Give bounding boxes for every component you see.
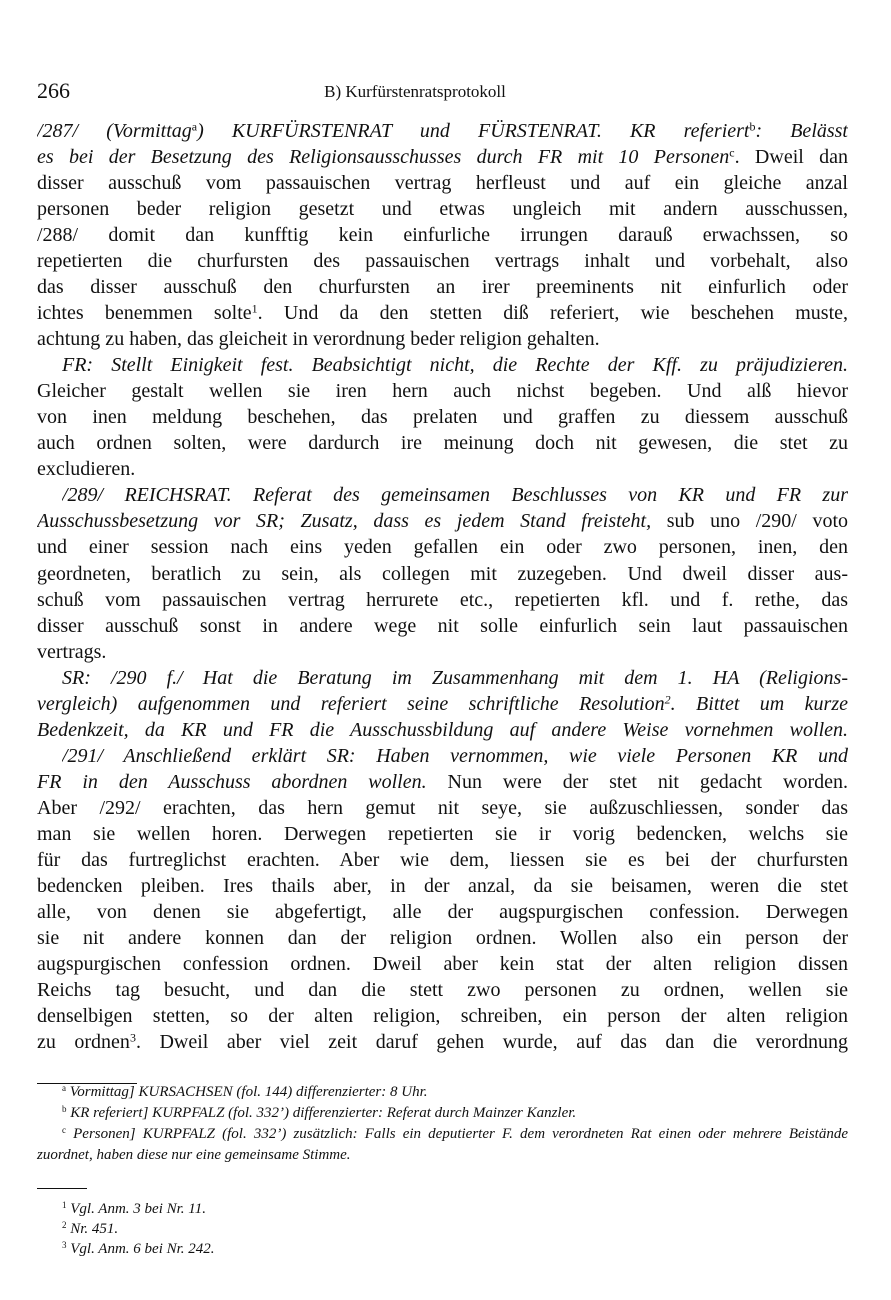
footnote-mark: 1 <box>62 1200 67 1211</box>
footnote-mark: c <box>62 1125 66 1136</box>
text: achtung zu haben, das gleicheit in verordnung beder religion gehalten. <box>37 328 600 351</box>
text-line <box>37 274 848 300</box>
text: sub uno /290/ voto <box>651 510 848 533</box>
footnote-text: Vgl. Anm. 6 bei Nr. 242. <box>70 1241 215 1257</box>
footnote-reference[interactable]: c <box>729 145 735 160</box>
text-line <box>37 118 848 144</box>
footnote-text: Personen] KURPFALZ (fol. 332’) zusätzlich: Falls ein deputierter F. dem verordneten Rat einen oder mehrere Beistände zuordnet, haben diese nur eine gemeinsame Stimme. <box>37 1126 849 1163</box>
text-line <box>37 456 848 482</box>
text-line <box>37 300 848 326</box>
text: für das furtreglichst erachten. Aber wie dem, liessen sie es bei der churfursten <box>37 848 848 871</box>
text-line <box>37 1029 848 1055</box>
footnote-text: KR referiert] KURPFALZ (fol. 332’) differenzierter: Referat durch Mainzer Kanzler. <box>70 1105 577 1121</box>
text-line <box>37 613 848 639</box>
text: und einer session nach eins yeden gefallen ein oder zwo personen, inen, den <box>37 536 848 559</box>
footnote-mark: b <box>62 1104 67 1115</box>
text: alle, von denen sie abgefertigt, alle der augspurgischen confession. Derwegen <box>37 900 848 923</box>
text: . Dweil aber viel zeit daruf gehen wurde, auf das dan die verordnung <box>135 1031 848 1054</box>
text-line <box>37 404 848 430</box>
text: denselbigen stetten, so der alten religion, schreiben, ein person der alten religion <box>37 1005 848 1028</box>
text: disser ausschuß vom passauischen vertrag herfleust und auf ein gleiche anzal <box>37 172 848 195</box>
text-line <box>62 352 848 378</box>
text: sie nit andere konnen dan der religion ordnen. Wollen also ein person der <box>37 926 848 949</box>
footnote-reference[interactable]: b <box>749 119 756 134</box>
text: schuß vom passauischen vertrag herrurete etc., repetierten kfl. und f. rethe, das <box>37 588 848 611</box>
text: disser ausschuß sonst in andere wege nit solle einfurlich sein laut passauischen <box>37 614 848 637</box>
text: Aber /292/ erachten, das hern gemut nit seye, sie außzuschliessen, sonder das <box>37 796 848 819</box>
italic-text: vergleich) aufgenommen und referiert seine schriftliche Resolution <box>37 692 665 715</box>
text-line <box>37 196 848 222</box>
footnote <box>37 1103 848 1124</box>
italic-text: ) KURFÜRSTENRAT und FÜRSTENRAT. KR referiert <box>197 120 750 142</box>
footnote <box>37 1239 848 1260</box>
text-line <box>37 899 848 925</box>
text-line <box>37 534 848 560</box>
text-line <box>37 248 848 274</box>
italic-text: FR: Stellt Einigkeit fest. Beabsichtigt nicht, die Rechte der Kff. zu präjudizieren. <box>62 354 848 377</box>
text: Nun were der stet nit gedacht worden. <box>426 770 848 793</box>
italic-text: es bei der Besetzung des Religionsausschusses durch FR mit 10 Personen <box>37 146 730 169</box>
text: Reichs tag besucht, und dan die stett zwo personen zu ordnen, wellen sie <box>37 978 848 1001</box>
text-line <box>37 769 848 795</box>
text-line <box>37 170 848 196</box>
text-line <box>37 795 848 821</box>
footnote <box>37 1124 848 1166</box>
text-line <box>62 665 848 691</box>
text: vertrags. <box>37 640 107 663</box>
text-line <box>37 951 848 977</box>
italic-text: /287/ (Vormittag <box>37 120 192 142</box>
text-line <box>37 717 848 743</box>
italic-text: SR: /290 f./ Hat die Beratung im Zusammenhang mit dem 1. HA (Religions- <box>62 666 848 689</box>
italic-text: : Belässt <box>755 120 848 142</box>
text: ichtes benemmen solte <box>37 302 252 325</box>
footnote-reference[interactable]: 3 <box>129 1030 136 1045</box>
footnote-mark: a <box>62 1083 66 1094</box>
text: augspurgischen confession ordnen. Dweil aber kein stat der alten religion dissen <box>37 952 848 975</box>
footnote <box>37 1082 848 1103</box>
text: geordneten, beratlich zu sein, als collegen mit zuzegeben. Und dweil disser aus- <box>37 562 848 585</box>
text-line <box>37 508 848 534</box>
text: excludieren. <box>37 458 136 481</box>
footnote-text: Vormittag] KURSACHSEN (fol. 144) differenzierter: 8 Uhr. <box>69 1084 428 1100</box>
text-line <box>62 482 848 508</box>
text-line <box>37 639 848 665</box>
text-line <box>37 873 848 899</box>
italic-text: Ausschussbesetzung vor SR; Zusatz, dass es jedem Stand freisteht, <box>37 510 652 533</box>
text-line <box>62 743 848 769</box>
footnote-mark: 3 <box>62 1240 67 1251</box>
text-line <box>37 222 848 248</box>
italic-text: Bedenkzeit, da KR und FR die Ausschussbildung auf andere Weise vornehmen wollen. <box>37 718 848 741</box>
text-line <box>37 1003 848 1029</box>
text: das disser ausschuß den churfursten an irer preeminents nit einfurlich oder <box>37 276 848 299</box>
text-line <box>37 925 848 951</box>
text-line <box>37 587 848 613</box>
running-title: B) Kurfürstenratsprotokoll <box>324 82 506 101</box>
footnote-reference[interactable]: 1 <box>251 301 258 316</box>
text: Gleicher gestalt wellen sie iren hern auch nichst begeben. Und alß hievor <box>37 380 848 403</box>
text: . Dweil dan <box>734 146 848 169</box>
footnote-divider <box>37 1188 87 1189</box>
page-number: 266 <box>37 78 70 103</box>
text: personen beder religion gesetzt und etwas ungleich mit andern ausschussen, <box>37 198 848 221</box>
text: auch ordnen solten, were dardurch ire meinung doch nit gewesen, die stet zu <box>37 432 848 455</box>
text-line <box>37 977 848 1003</box>
text-line <box>37 691 848 717</box>
footnote-text: Vgl. Anm. 3 bei Nr. 11. <box>70 1201 206 1217</box>
text: von inen meldung beschehen, das prelaten und graffen zu diessem ausschuß <box>37 406 848 429</box>
italic-text: FR in den Ausschuss abordnen wollen. <box>37 770 427 793</box>
text: repetierten die churfursten des passauischen vertrags inhalt und vorbehalt, also <box>37 250 848 273</box>
text: man sie wellen horen. Derwegen repetierten sie ir vorig bedencken, welchs sie <box>37 822 848 845</box>
footnote-reference[interactable]: 2 <box>664 692 671 707</box>
italic-text: /291/ Anschließend erklärt SR: Haben vernommen, wie viele Personen KR und <box>62 744 848 767</box>
footnote <box>37 1219 848 1240</box>
footnote-mark: 2 <box>62 1220 67 1231</box>
text: . Und da den stetten diß referiert, wie beschehen muste, <box>257 302 848 325</box>
text-line <box>37 430 848 456</box>
text-line <box>37 561 848 587</box>
footnote-text: Nr. 451. <box>70 1221 119 1237</box>
footnote <box>37 1199 848 1220</box>
text: /288/ domit dan kunfftig kein einfurliche irrungen darauß erwachssen, so <box>37 224 848 247</box>
text-line <box>37 326 848 352</box>
footnote-reference[interactable]: a <box>191 119 198 134</box>
italic-text: /289/ REICHSRAT. Referat des gemeinsamen Beschlusses von KR und FR zur <box>62 484 848 507</box>
text-line <box>37 821 848 847</box>
italic-text: . Bittet um kurze <box>670 692 848 715</box>
text-line <box>37 847 848 873</box>
text-line <box>37 378 848 404</box>
text: zu ordnen <box>37 1031 130 1054</box>
text-line <box>37 144 848 170</box>
text: bedencken pleiben. Ires thails aber, in der anzal, da sie beisamen, weren die stet <box>37 874 848 897</box>
